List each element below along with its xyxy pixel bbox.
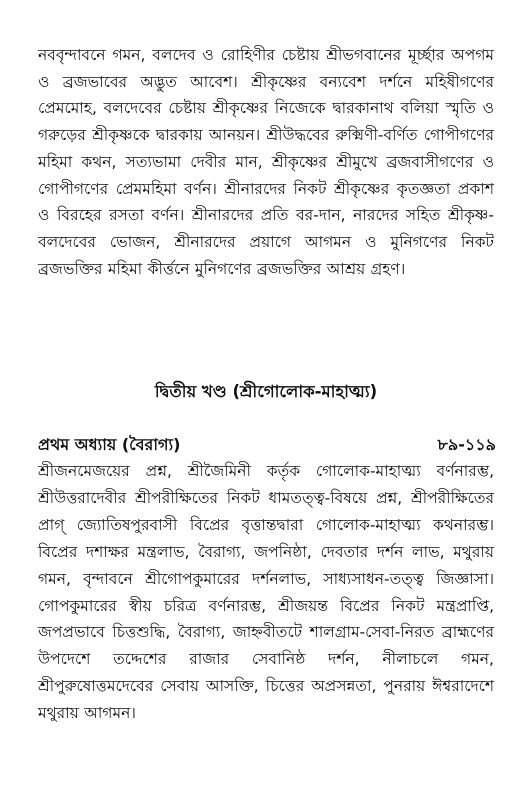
previous-chapter-summary-paragraph: নববৃন্দাবনে গমন, বলদেব ও রোহিণীর চেষ্টায় শ্রীভগবানের মূর্চ্ছার অপগম ও ব্রজভাবের অদ্ভুত আবেশ। শ্রীকৃষ্ণের বন্যবেশ দর্শনে মহিষীগণের প্রেমমোহ, বলদেবের চেষ্টায় শ্রীকৃষ্ণের নিজেকে দ্বারকানাথ বলিয়া স্মৃতি ও গরুড়ের শ্রীকৃষ্ণকে দ্বারকায় আনয়ন। শ্রীউদ্ধবের রুক্মিণী-বর্ণিত গোপীগণের মহিমা কথন, সত্যভামা দেবীর মান, শ্রীকৃষ্ণের শ্রীমুখে ব্রজবাসীগণের ও গোপীগণের প্রেমমহিমা বর্ণন। শ্রীনারদের নিকট শ্রীকৃষ্ণের কৃতজ্ঞতা প্রকাশ ও বিরহের রসতা বর্ণন। শ্রীনারদের প্রতি বর-দান, নারদের সহিত শ্রীকৃষ্ণ-বলদেবের ভোজন, শ্রীনারদের প্রয়াগে আগমন ও মুনিগণের নিকট ব্রজভক্তির মহিমা কীর্ত্তনে মুনিগণের ব্রজভক্তির আশ্রয় গ্রহণ। <box>38 46 494 278</box>
section-heading: দ্বিতীয় খণ্ড (শ্রীগোলোক-মাহাত্ম্য) <box>154 382 378 401</box>
chapter-summary-paragraph: শ্রীজনমেজয়ের প্রশ্ন, শ্রীজৈমিনী কর্তৃক গোলোক-মাহাত্ম্য বর্ণনারম্ভ, শ্রীউত্তরাদেবীর শ্রীপরীক্ষিতের নিকট ধামতত্ত্ব-বিষয়ে প্রশ্ন, শ্রীপরীক্ষিতের প্রাগ্ জ্যোতিষপুরবাসী বিপ্রের বৃত্তান্তদ্বারা গোলোক-মাহাত্ম্য কথনারম্ভ। বিপ্রের দশাক্ষর মন্ত্রলাভ, বৈরাগ্য, জপনিষ্ঠা, দেবতার দর্শন লাভ, মথুরায় গমন, বৃন্দাবনে শ্রীগোপকুমারের দর্শনলাভ, সাধ্যসাধন-তত্ত্ব জিজ্ঞাসা। গোপকুমারের স্বীয় চরিত্র বর্ণনারম্ভ, শ্রীজয়ন্ত বিপ্রের নিকট মন্ত্রপ্রাপ্তি, জপপ্রভাবে চিত্তশুদ্ধি, বৈরাগ্য, জাহ্নবীতটে শালগ্রাম-সেবা-নিরত ব্রাহ্মণের উপদেশে তদ্দেশের রাজার সেবানিষ্ঠ দর্শন, নীলাচলে গমন, শ্রীপুরুষোত্তমদেবের সেবায় আসক্তি, চিত্তের অপ্রসন্নতা, পুনরায় ঈশ্বরাদেশে মথুরায় আগমন। <box>38 462 494 723</box>
chapter-title: প্রথম অধ্যায় (বৈরাগ্য) <box>38 435 181 454</box>
chapter-heading-row <box>38 433 496 457</box>
chapter-page-range: ৮৯-১১৯ <box>437 435 496 454</box>
